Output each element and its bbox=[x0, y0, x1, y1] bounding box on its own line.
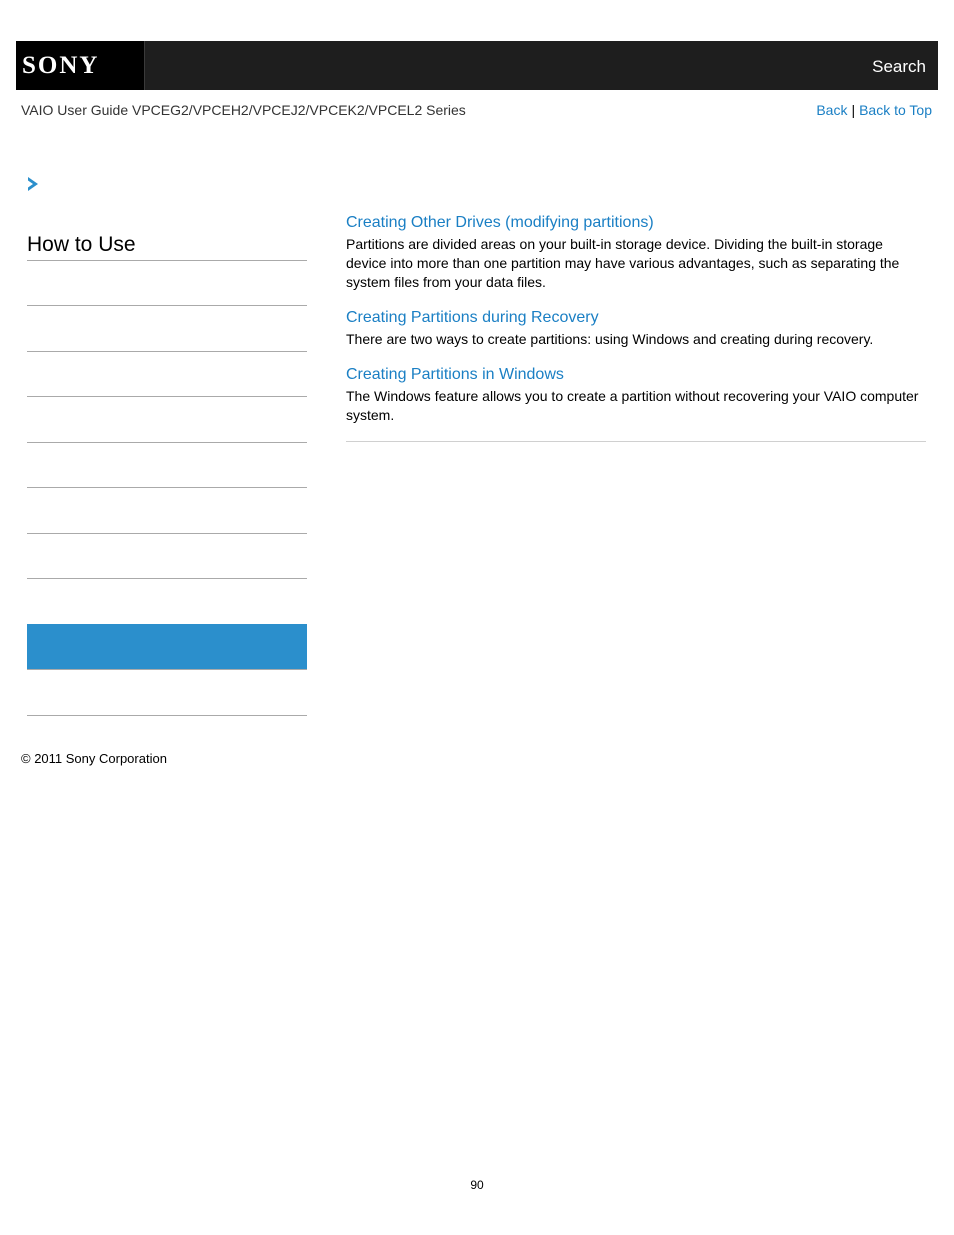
logo-text: SONY bbox=[22, 52, 100, 79]
search-link[interactable]: Search bbox=[872, 57, 926, 76]
back-link[interactable]: Back bbox=[816, 102, 848, 118]
sidebar-divider bbox=[27, 578, 307, 579]
guide-title: VAIO User Guide VPCEG2/VPCEH2/VPCEJ2/VPCEK2/VPCEL2 Series bbox=[21, 102, 466, 118]
topic-description: The Windows feature allows you to create a partition without recovering your VAIO computer system. bbox=[346, 388, 919, 423]
sidebar-item-9[interactable] bbox=[27, 670, 307, 714]
chevron-right-icon[interactable] bbox=[26, 176, 40, 192]
topic-link-partitions-recovery[interactable]: Creating Partitions during Recovery bbox=[346, 309, 599, 326]
page-number: 90 bbox=[470, 1178, 484, 1192]
sidebar-title: How to Use bbox=[27, 233, 136, 256]
sidebar-item-5[interactable] bbox=[27, 443, 307, 487]
sidebar-item-7[interactable] bbox=[27, 534, 307, 578]
topic-link-partitions-windows[interactable]: Creating Partitions in Windows bbox=[346, 366, 564, 383]
sidebar-divider bbox=[27, 715, 307, 716]
content-divider bbox=[346, 441, 926, 442]
copyright-text: © 2011 Sony Corporation bbox=[21, 751, 167, 766]
sidebar-item-1[interactable] bbox=[27, 261, 307, 305]
top-nav bbox=[816, 102, 932, 118]
topic-description: Partitions are divided areas on your built-in storage device. Dividing the built-in storage device into more than one partition may have various advantages, such as separating the system files from your data files. bbox=[346, 236, 900, 290]
topic-list bbox=[346, 213, 926, 441]
topic-item bbox=[346, 365, 926, 425]
topic-item bbox=[346, 308, 926, 349]
topic-link-other-drives[interactable]: Creating Other Drives (modifying partitions) bbox=[346, 214, 654, 231]
topic-item bbox=[346, 213, 926, 292]
sidebar-item-active[interactable] bbox=[27, 624, 307, 669]
nav-separator: | bbox=[851, 102, 856, 118]
sidebar-item-2[interactable] bbox=[27, 306, 307, 350]
header-bar bbox=[16, 41, 938, 90]
sony-logo[interactable] bbox=[16, 41, 145, 90]
sidebar-item-6[interactable] bbox=[27, 488, 307, 532]
sidebar-item-3[interactable] bbox=[27, 352, 307, 396]
sidebar-item-4[interactable] bbox=[27, 397, 307, 441]
back-to-top-link[interactable]: Back to Top bbox=[859, 102, 932, 118]
topic-description: There are two ways to create partitions: using Windows and creating during recovery. bbox=[346, 331, 874, 347]
